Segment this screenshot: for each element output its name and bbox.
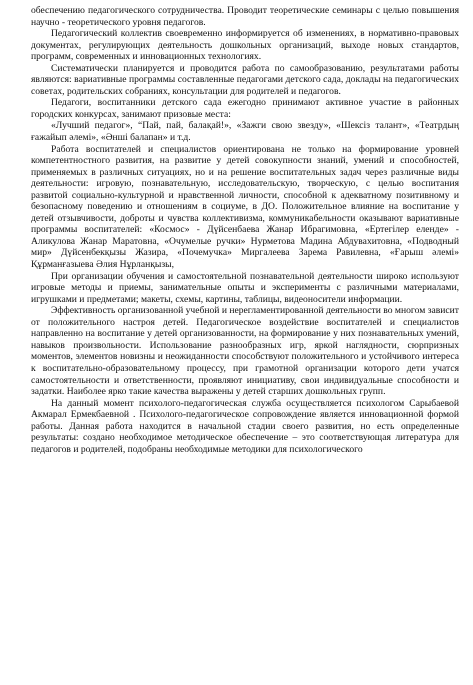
paragraph-competitions: Педагоги, воспитанники детского сада ежегодно принимают активное участие в районных городских конкурсах, занимают призовые места: xyxy=(31,97,459,120)
paragraph-staff-informed: Педагогический коллектив своевременно информируется об изменениях, в нормативно-правовых документах, регулирующих деятельность дошкольных организаций, выходе новых стандартов, программ, современных и инновационных технологиях. xyxy=(31,28,459,63)
paragraph-competition-titles: «Лучший педагог», “Пай, пай, балақай!», «Зажги свою звезду», «Шексіз талант», «Театрдың ғажайып әлемі», «Әнші балапан» и т.д. xyxy=(31,120,459,144)
paragraph-psychology-service: На данный момент психолого-педагогическая служба осуществляется психологом Сарыбаевой Акмарал Ермекбаевной . Психолого-педагогическое сопровождение является инновационной формой работы. Данная работа находится в начальной стадии своего развития, но есть определенные результаты: создано необходимое методическое обеспечение – это соответствующая литература для педагогов и родителей, подобраны необходимые методики для психологического xyxy=(31,397,459,455)
paragraph-learning-methods: При организации обучения и самостоятельной познавательной деятельности широко используют игровые методы и приемы, занимательные опыты и эксперименты с различными материалами, игрушками и предметами; макеты, схемы, картины, таблицы, видеоносители информации. xyxy=(31,270,459,305)
paragraph-educators-work: Работа воспитателей и специалистов ориентирована не только на формирование уровней компетентностного развития, на развитие у детей совокупности знаний, умений и способностей, применяемых в различных ситуациях, но и на решение воспитательных задач через различные виды деятельности: игровую, познавательную, исследовательскую, творческую, с целью воспитания развитой социально-культурной и нравственной личности, способной к адекватному позитивному и безопасному поведению и отношениям в социуме, в ДО. Положительное влияние на воспитание у детей отзывчивости, доброты и чувства коллективизма, коммуникабельности оказывают вариативные программы воспитателей: «Космос» - Дүйсенбаева Жанар Ибрагимовна, «Ертегілер еленде» - Аликулова Жанар Маратовна, «Очумелые ручки» Нурметова Мадина Абдувахитовна, «Подводный мир» Дүйсенбекқызы Жазира, «Почемучка» Миргалеева Зарема Равилевна, «Ғарыш әлемі» Құрманғазыева Әлия Нұрланқызы, xyxy=(31,143,459,271)
paragraph-effectiveness: Эффективность организованной учебной и нерегламентированной деятельности во многом зависит от положительного настроя детей. Педагогическое воздействие воспитателей и специалистов направленно на воспитание у детей организованности, на формирование у них познавательных умений, навыков произвольности. Использование разнообразных игр, яркой наглядности, сюрпризных моментов, элементов новизны и неожиданности способствуют положительного и устойчивого интереса к воспитательно-образовательному процессу, при грамотной организации которого дети учатся самостоятельности и ответственности, проявляют инициативу, свои индивидуальные способности и задатки. Наиболее ярко такие качества выражены у детей старших дошкольных групп. xyxy=(31,305,459,398)
paragraph-self-education: Систематически планируется и проводится работа по самообразованию, результатами работы являются: вариативные программы составленные педагогами детского сада, доклады на педагогических советах, родительских собраниях, консультации для родителей и педагогов. xyxy=(31,62,459,97)
paragraph-cooperation-seminars: обеспечению педагогического сотрудничества. Проводит теоретические семинары с целью повышения научно - теоретического уровня педагогов. xyxy=(31,5,459,28)
